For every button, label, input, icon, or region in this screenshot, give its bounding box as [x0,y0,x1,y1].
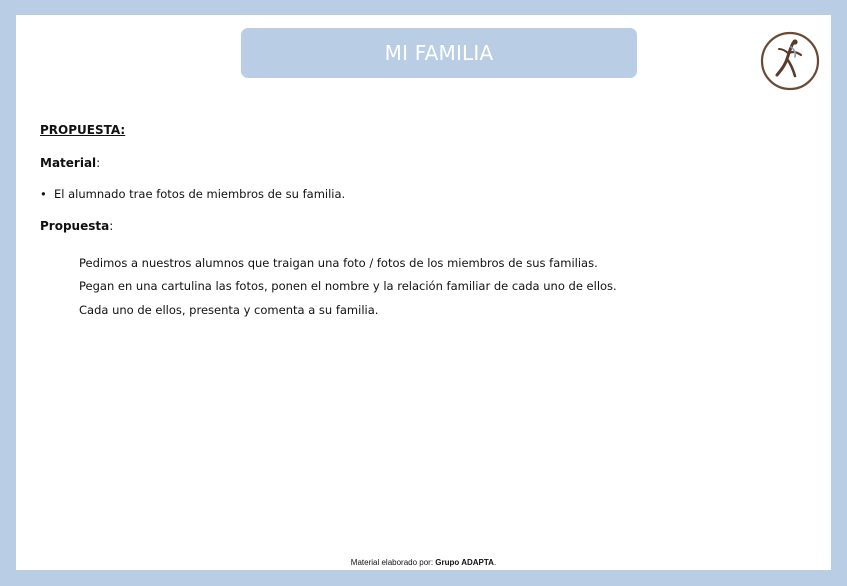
material-label-suffix: : [96,156,101,170]
list-item [40,187,345,201]
document-page [16,15,831,570]
material-heading [40,156,100,170]
footer-suffix: . [493,558,497,567]
footer-author: Grupo ADAPTA [435,558,494,567]
propuesta-label-suffix: : [109,219,114,233]
propuesta-paragraph: Pegan en una cartulina las fotos, ponen el nombre y la relación familiar de cada uno de ellos. [79,279,617,293]
footer-prefix: Material elaborado por: [350,558,436,567]
bullet-icon: • [40,187,47,201]
page-title: MI FAMILIA [384,41,494,65]
section-heading: PROPUESTA: [40,123,126,137]
propuesta-label: Propuesta [40,219,110,233]
footer-credit [16,558,831,567]
dancer-figure-logo-icon [760,31,820,91]
title-banner [241,28,637,78]
propuesta-heading [40,219,113,233]
material-item-text: El alumnado trae fotos de miembros de su familia. [54,187,346,201]
propuesta-paragraph: Cada uno de ellos, presenta y comenta a su familia. [79,303,379,317]
material-label: Material [40,156,97,170]
propuesta-paragraph: Pedimos a nuestros alumnos que traigan una foto / fotos de los miembros de sus familias. [79,256,598,270]
